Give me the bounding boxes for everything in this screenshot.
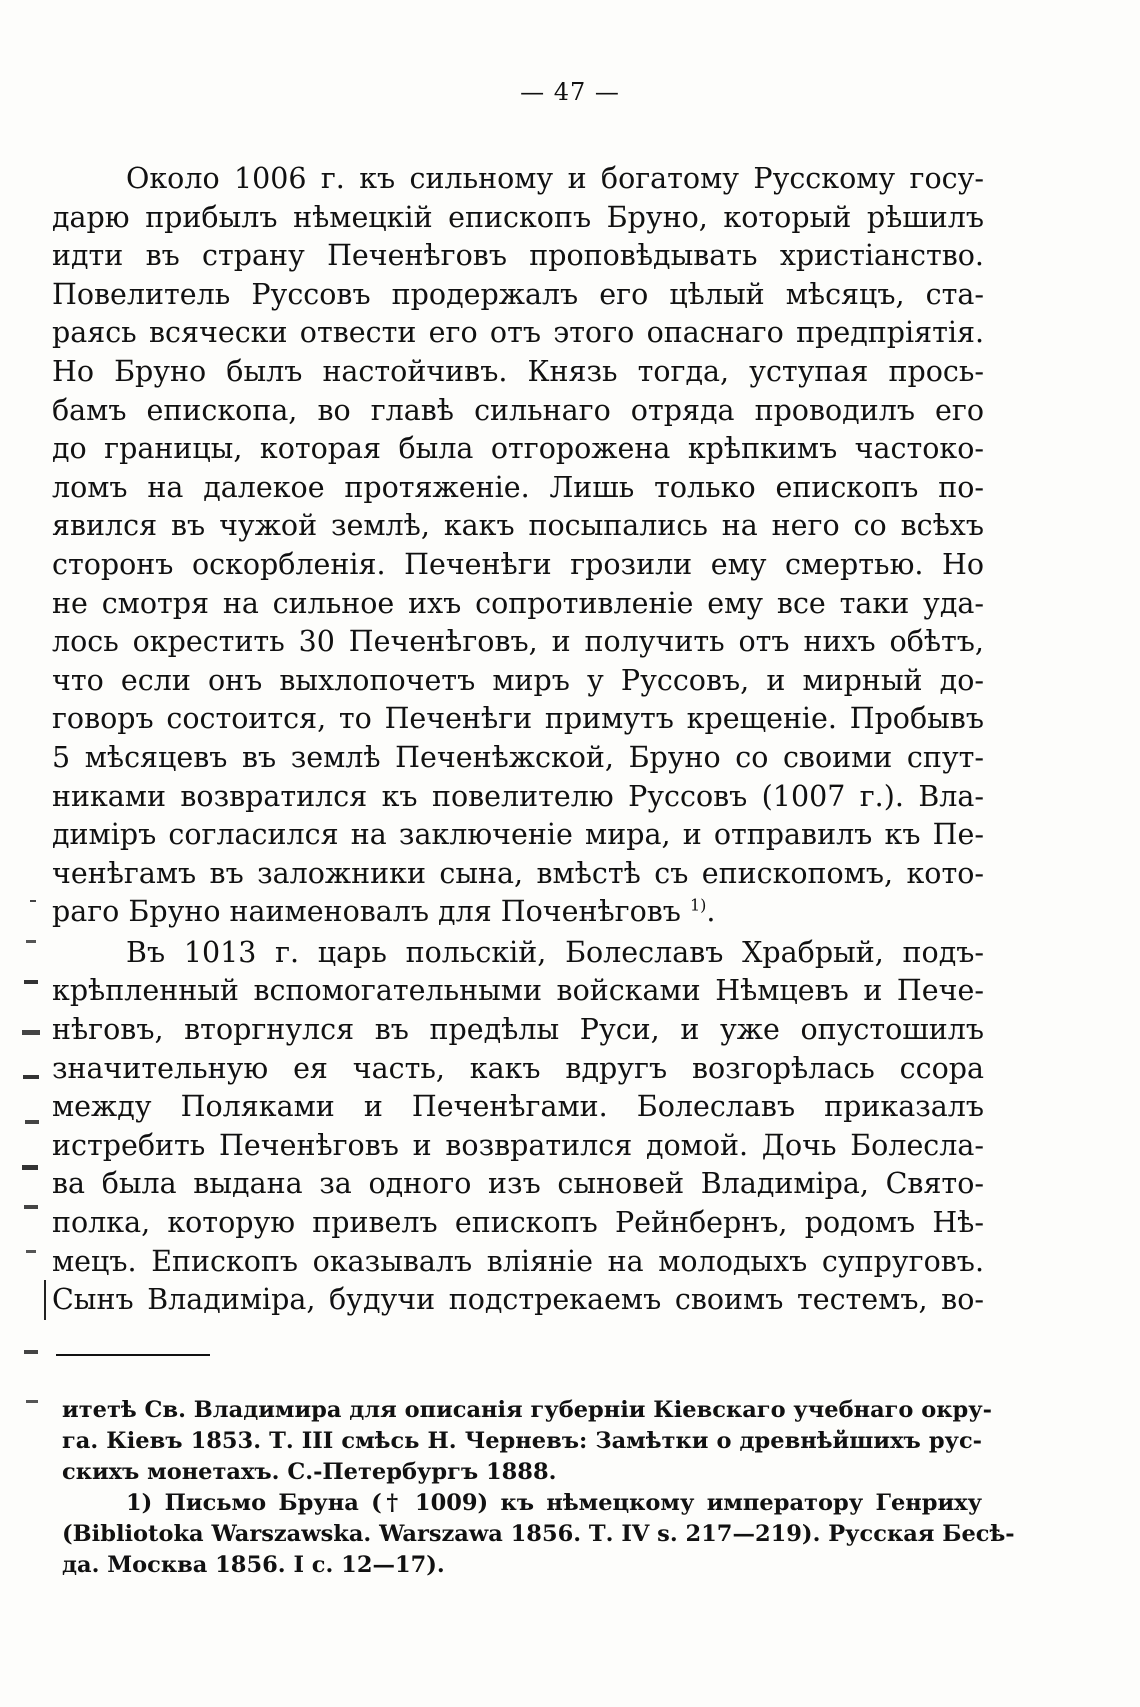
body-text xyxy=(52,160,984,1320)
footnote-line: итетѣ Св. Владимира для описанія губерніи Кіевскаго учебнаго окру- xyxy=(62,1397,993,1423)
text-line: Въ 1013 г. царь польскій, Болеславъ Храбрый, подъ- xyxy=(126,935,984,969)
footnote-line: (Bibliotoka Warszawska. Warszawa 1856. Т. IV s. 217—219). Русская Бесѣ- xyxy=(62,1521,1015,1547)
text-line: значительную ея часть, какъ вдругъ возгорѣлась ссора xyxy=(52,1051,984,1085)
text-line: Повелитель Руссовъ продержалъ его цѣлый мѣсяцъ, ста- xyxy=(52,277,984,311)
page-number: — 47 — xyxy=(520,78,620,106)
footnote-line: скихъ монетахъ. С.-Петербургъ 1888. xyxy=(62,1459,557,1485)
text-line: мецъ. Епископъ оказывалъ вліяніе на молодыхъ супруговъ. xyxy=(52,1244,984,1278)
footnote-ref: 1) xyxy=(689,895,707,915)
text-line: полка, которую привелъ епископъ Рейнбернъ, родомъ Нѣ- xyxy=(52,1206,984,1240)
text-line: диміръ согласился на заключеніе мира, и отправилъ къ Пе- xyxy=(52,818,984,852)
text-line: ломъ на далекое протяженіе. Лишь только епископъ по- xyxy=(52,470,984,504)
text-line: сторонъ оскорбленія. Печенѣги грозили ему смертью. Но xyxy=(52,547,984,581)
text-line: бамъ епископа, во главѣ сильнаго отряда проводилъ его xyxy=(52,393,984,427)
text-line: говоръ состоится, то Печенѣги примутъ крещеніе. Пробывъ xyxy=(52,702,984,736)
text-line: никами возвратился къ повелителю Руссовъ (1007 г.). Вла- xyxy=(52,779,984,813)
text-line: ва была выдана за одного изъ сыновей Владиміра, Свято- xyxy=(52,1167,984,1201)
text-line-tail: . xyxy=(706,895,716,929)
text-line: 5 мѣсяцевъ въ землѣ Печенѣжской, Бруно со своими спут- xyxy=(52,740,984,774)
text-line: идти въ страну Печенѣговъ проповѣдывать христіанство. xyxy=(52,239,984,273)
text-line: истребить Печенѣговъ и возвратился домой. Дочь Болесла- xyxy=(52,1128,984,1162)
text-line: между Поляками и Печенѣгами. Болеславъ приказалъ xyxy=(52,1090,984,1124)
text-line: явился въ чужой землѣ, какъ посыпались на него со всѣхъ xyxy=(52,509,984,543)
footnote-line: га. Кіевъ 1853. Т. III смѣсь Н. Черневъ: Замѣтки о древнѣйшихъ рус- xyxy=(62,1428,982,1454)
text-line: Но Бруно былъ настойчивъ. Князь тогда, уступая прось- xyxy=(52,354,984,388)
text-line: крѣпленный вспомогательными войсками Нѣмцевъ и Пече- xyxy=(52,974,984,1008)
text-line: ченѣгамъ въ заложники сына, вмѣстѣ съ епископомъ, кото- xyxy=(52,856,984,890)
text-line-part: раго Бруно наименовалъ для Почeнѣговъ xyxy=(52,895,681,929)
text-line: до границы, которая была отгорожена крѣпкимъ частоко- xyxy=(52,432,984,466)
margin-scan-artifact xyxy=(20,900,50,1460)
footnote-line: 1) Письмо Бруна († 1009) къ нѣмецкому императору Генриху xyxy=(126,1490,982,1516)
footnotes xyxy=(62,1395,1015,1581)
footnote-rule xyxy=(56,1354,210,1356)
text-line: Около 1006 г. къ сильному и богатому Русскому госу- xyxy=(126,162,984,195)
text-line xyxy=(52,893,984,932)
text-line: нѣговъ, вторгнулся въ предѣлы Руси, и уже опустошилъ xyxy=(52,1013,984,1047)
text-line: не смотря на сильное ихъ сопротивленіе ему все таки уда- xyxy=(52,586,984,620)
text-line: дарю прибылъ нѣмецкій епископъ Бруно, который рѣшилъ xyxy=(52,200,984,234)
text-line: что если онъ выхлопочетъ миръ у Руссовъ, и мирный до- xyxy=(52,663,984,697)
text-line: Сынъ Владиміра, будучи подстрекаемъ своимъ тестемъ, во- xyxy=(52,1283,984,1317)
footnote-line: да. Москва 1856. I c. 12—17). xyxy=(62,1552,445,1578)
text-line: раясь всячески отвести его отъ этого опаснаго предпріятія. xyxy=(52,316,984,350)
text-line: лось окрестить 30 Печенѣговъ, и получить отъ нихъ обѣтъ, xyxy=(52,625,984,659)
